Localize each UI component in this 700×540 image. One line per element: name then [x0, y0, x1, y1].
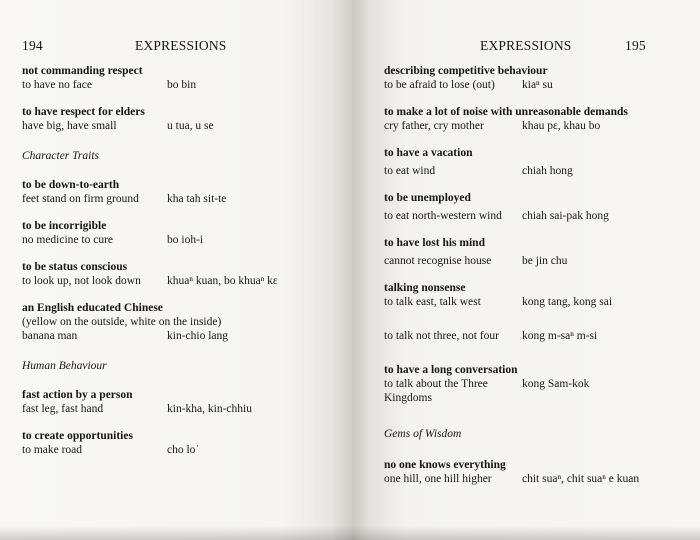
expression-row	[384, 329, 694, 343]
expression-row	[22, 329, 342, 343]
romanized-expression: chiah hong	[522, 165, 573, 177]
expression-row	[22, 119, 342, 133]
expression-row	[384, 254, 694, 268]
expression-row	[22, 443, 342, 457]
expression-row	[384, 78, 694, 92]
right-page-content	[384, 64, 694, 499]
romanized-expression: kong m-saⁿ m-si	[522, 330, 598, 342]
romanized-expression: chiah sai-pak hong	[522, 210, 609, 222]
expression-entry	[22, 429, 342, 457]
literal-translation: cannot recognise house	[384, 255, 492, 267]
expression-entry	[384, 146, 694, 178]
section-heading: Character Traits	[22, 150, 100, 162]
expression-row	[384, 164, 694, 178]
left-page-content	[22, 64, 342, 470]
expression-meaning: describing competitive behaviour	[384, 65, 548, 77]
literal-translation: to make road	[22, 444, 83, 456]
romanized-expression: be jin chu	[522, 255, 568, 267]
expression-entry	[384, 236, 694, 268]
expression-row	[384, 209, 694, 223]
expression-row	[22, 192, 342, 206]
literal-translation: have big, have small	[22, 120, 117, 132]
romanized-expression: bo ioh-i	[167, 234, 204, 246]
romanized-expression: khau pɛ, khau bo	[522, 120, 601, 132]
romanized-expression: kin-chio lang	[167, 330, 228, 342]
expression-meaning: to make a lot of noise with unreasonable demands	[384, 106, 628, 118]
romanized-expression: u tua, u se	[167, 120, 214, 132]
right-running-title: EXPRESSIONS	[480, 38, 572, 53]
expression-entry	[22, 105, 342, 133]
expression-meaning: talking nonsense	[384, 282, 466, 294]
expression-entry	[384, 281, 694, 309]
expression-entry	[384, 64, 694, 92]
literal-translation: to have no face	[22, 79, 92, 91]
expression-meaning: to have a long conversation	[384, 364, 518, 376]
expression-meaning: to create opportunities	[22, 430, 133, 442]
right-page-number: 195	[625, 38, 646, 53]
expression-entry	[22, 178, 342, 206]
expression-meaning: not commanding respect	[22, 65, 143, 77]
expression-note: (yellow on the outside, white on the inside)	[22, 316, 222, 328]
romanized-expression: kha tah sit-te	[167, 193, 227, 205]
expression-entry	[384, 191, 694, 223]
romanized-expression: khuaⁿ kuan, bo khuaⁿ kɛ	[167, 275, 278, 287]
literal-translation: to talk east, talk west	[384, 296, 481, 308]
expression-meaning: fast action by a person	[22, 389, 133, 401]
expression-meaning: to have a vacation	[384, 147, 473, 159]
section-heading: Human Behaviour	[22, 360, 107, 372]
literal-translation: no medicine to cure	[22, 234, 114, 246]
section-heading: Gems of Wisdom	[384, 428, 462, 440]
page-edge-shadow	[0, 526, 352, 540]
expression-entry	[22, 388, 342, 416]
literal-translation: to talk not three, not four	[384, 330, 499, 342]
literal-translation: banana man	[22, 330, 78, 342]
expression-meaning: to be status conscious	[22, 261, 128, 273]
expression-row	[22, 402, 342, 416]
literal-translation: to look up, not look down	[22, 275, 141, 287]
expression-row	[384, 295, 694, 309]
literal-translation: one hill, one hill higher	[384, 473, 492, 485]
romanized-expression: kong Sam-kok	[522, 378, 590, 390]
expression-meaning: to have lost his mind	[384, 237, 485, 249]
expression-meaning: no one knows everything	[384, 459, 506, 471]
romanized-expression: kin-kha, kin-chhiu	[167, 403, 252, 415]
expression-row	[384, 472, 694, 486]
expression-entry	[384, 363, 694, 405]
literal-translation: to eat north-western wind	[384, 210, 502, 222]
right-page	[352, 0, 700, 540]
expression-row	[22, 233, 342, 247]
literal-translation: to be afraid to lose (out)	[384, 79, 495, 91]
expression-entry	[384, 458, 694, 486]
left-running-title: EXPRESSIONS	[135, 38, 227, 53]
expression-entry	[22, 219, 342, 247]
romanized-expression: kiaⁿ su	[522, 79, 553, 91]
expression-entry	[22, 64, 342, 92]
expression-row	[384, 377, 694, 405]
expression-entry	[22, 301, 342, 343]
expression-row	[384, 119, 694, 133]
literal-translation: to talk about the Three Kingdoms	[384, 378, 488, 404]
expression-entry	[22, 260, 342, 288]
page-edge-shadow	[352, 526, 700, 540]
literal-translation: cry father, cry mother	[384, 120, 484, 132]
expression-entry	[384, 329, 694, 343]
expression-row	[22, 274, 342, 288]
expression-meaning: to be down-to-earth	[22, 179, 120, 191]
romanized-expression: kong tang, kong sai	[522, 296, 613, 308]
literal-translation: feet stand on firm ground	[22, 193, 139, 205]
literal-translation: fast leg, fast hand	[22, 403, 104, 415]
left-page-number: 194	[22, 38, 43, 53]
expression-meaning: to have respect for elders	[22, 106, 145, 118]
literal-translation: to eat wind	[384, 165, 436, 177]
expression-meaning: an English educated Chinese	[22, 302, 163, 314]
expression-entry	[384, 105, 694, 133]
expression-meaning: to be incorrigible	[22, 220, 107, 232]
romanized-expression: cho lo˙	[167, 444, 200, 456]
expression-row	[22, 78, 342, 92]
romanized-expression: chit suaⁿ, chit suaⁿ e kuan	[522, 473, 640, 485]
expression-meaning: to be unemployed	[384, 192, 471, 204]
romanized-expression: bo bin	[167, 79, 197, 91]
